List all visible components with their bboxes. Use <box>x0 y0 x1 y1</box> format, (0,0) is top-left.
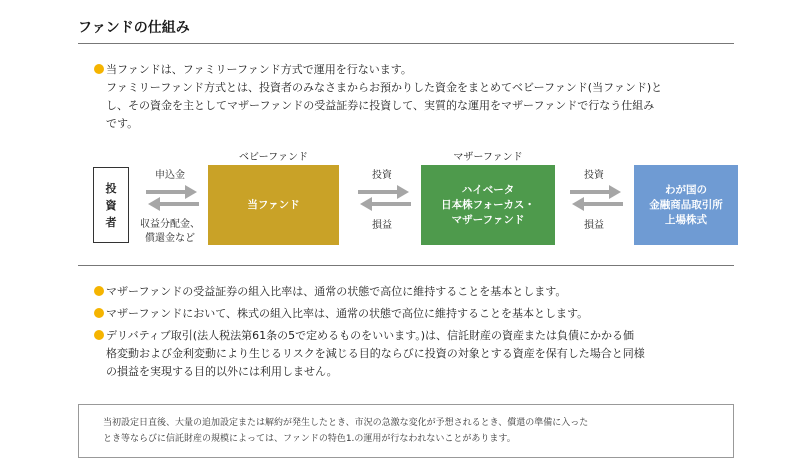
market-name-line: 上場株式 <box>665 213 707 226</box>
section-divider <box>78 265 734 266</box>
point-text: デリバティブ取引(法人税法第61条の5で定めるものをいいます。)は、信託財産の資産または負債にかかる価 <box>106 329 634 342</box>
investor-char: 者 <box>105 215 117 229</box>
point-item <box>94 327 739 381</box>
investment-label-1: 投資 <box>372 170 392 181</box>
note-line: とき等ならびに信託財産の規模によっては、ファンドの特色1.の運用が行なわれないことがあります。 <box>103 434 516 444</box>
market-name-line: わが国の <box>665 183 707 196</box>
point-text: マザーファンドの受益証券の組入比率は、通常の状態で高位に維持することを基本とします。 <box>106 285 567 298</box>
baby-fund-name: 当ファンド <box>247 198 300 211</box>
mother-fund-name-line: マザーファンド <box>451 213 525 226</box>
profit-loss-label-1: 損益 <box>372 220 392 231</box>
mother-fund-name-line: 日本株フォーカス・ <box>441 198 535 211</box>
bullet-icon <box>94 330 104 340</box>
point-text: 格変動および金利変動により生じるリスクを減じる目的ならびに投資の対象とする資産を保有した場合と同様 <box>106 347 645 360</box>
page-title: ファンドの仕組み <box>78 20 190 36</box>
bullet-icon <box>94 308 104 318</box>
baby-fund-label: ベビーファンド <box>239 152 308 163</box>
intro-line-1: 当ファンドは、ファミリーファンド方式で運用を行ないます。 <box>106 63 412 76</box>
mother-fund-name-line: ハイベータ <box>461 183 515 196</box>
investor-char: 資 <box>105 198 117 212</box>
point-item <box>94 305 739 323</box>
point-text: の損益を実現する目的以外には利用しません。 <box>106 365 338 378</box>
right-arrow-icon <box>570 185 621 199</box>
distribution-label-line: 収益分配金、 <box>140 219 200 230</box>
mother-fund-label: マザーファンド <box>453 152 523 163</box>
bullet-icon <box>94 286 104 296</box>
point-item <box>94 283 739 301</box>
investment-label-2: 投資 <box>584 170 604 181</box>
intro-line-4: です。 <box>106 117 139 130</box>
note-box <box>78 404 734 458</box>
right-arrow-icon <box>358 185 409 199</box>
left-arrow-icon <box>572 197 623 211</box>
distribution-label-line: 償還金など <box>145 233 195 244</box>
subscription-label: 申込金 <box>155 170 185 181</box>
profit-loss-label-2: 損益 <box>584 220 604 231</box>
note-line: 当初設定日直後、大量の追加設定または解約が発生したとき、市況の急激な変化が予想されるとき、償還の準備に入った <box>103 418 589 428</box>
right-arrow-icon <box>146 185 197 199</box>
left-arrow-icon <box>360 197 411 211</box>
left-arrow-icon <box>148 197 199 211</box>
investor-char: 投 <box>105 181 117 195</box>
market-name-line: 金融商品取引所 <box>649 198 723 211</box>
intro-line-2: ファミリーファンド方式とは、投資者のみなさまからお預かりした資金をまとめてベビーファンド(当ファンド)と <box>106 81 663 94</box>
intro-line-3: し、その資金を主としてマザーファンドの受益証券に投資して、実質的な運用をマザーファンドで行なう仕組み <box>106 99 655 112</box>
point-text: マザーファンドにおいて、株式の組入比率は、通常の状態で高位に維持することを基本とします。 <box>106 307 589 320</box>
